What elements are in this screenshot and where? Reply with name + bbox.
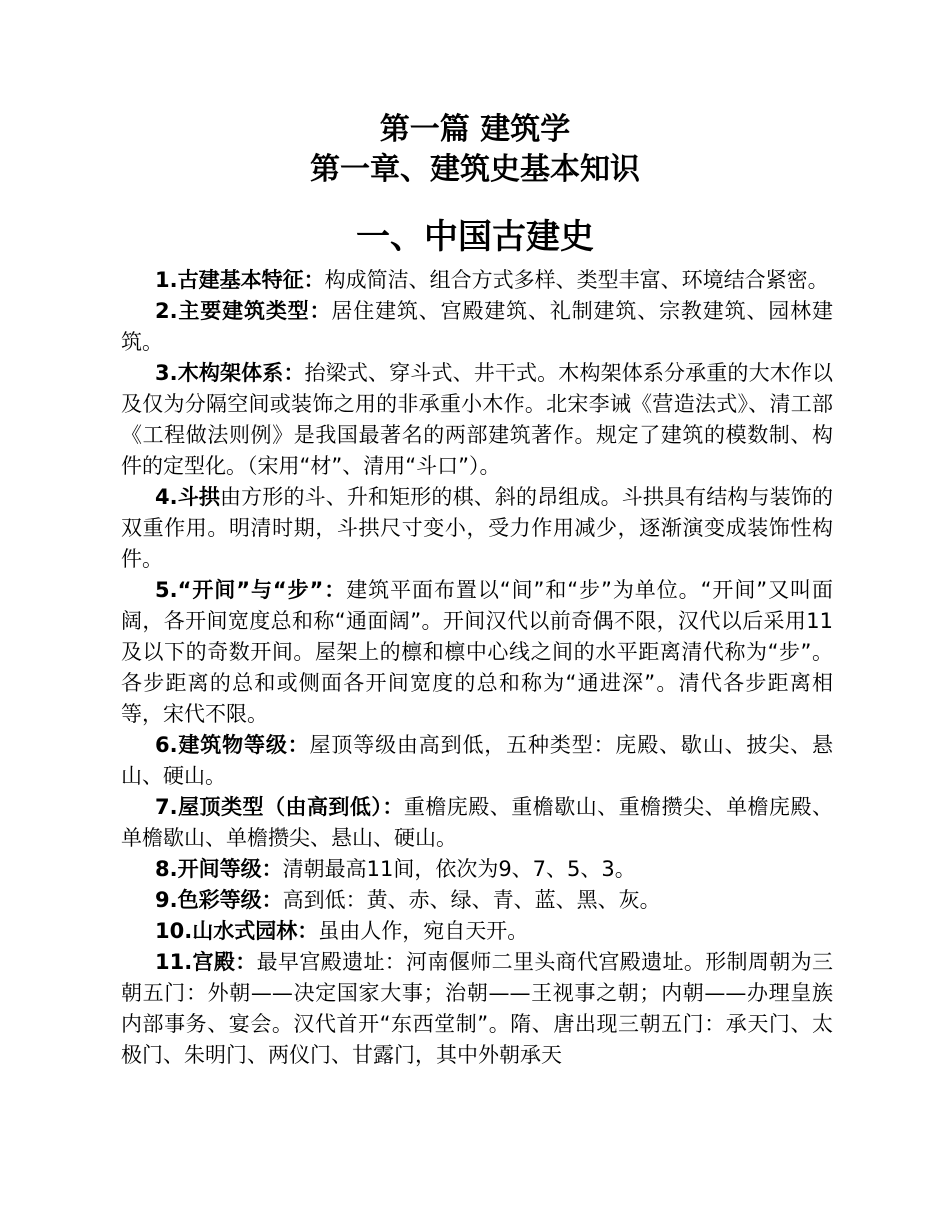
paragraph-text: 抬梁式、穿斗式、井干式。木构架体系分承重的大木作以及仅为分隔空间或装饰之用的非承重小木作。北宋李诫《营造法式》、清工部《工程做法则例》是我国最著名的两部建筑著作。规定了建筑的模数制、构件的定型化。（宋用“材”、清用“斗口”）。 (121, 361, 834, 478)
part-title: 第一篇 建筑学 (379, 112, 571, 147)
chapter-title: 第一章、建筑史基本知识 (310, 152, 640, 187)
paragraph-2 (121, 296, 833, 358)
paragraph-text: 构成简洁、组合方式多样、类型丰富、环境结合紧密。 (324, 268, 829, 292)
paragraph-label: 9.色彩等级： (155, 888, 283, 912)
document-body (121, 265, 833, 1071)
paragraph-label: 5.“开间”与“步”： (155, 578, 347, 602)
paragraph-label: 10.山水式园林： (155, 919, 319, 943)
paragraph-5 (121, 575, 833, 730)
paragraph-text: 屋顶等级由高到低，五种类型：庑殿、歇山、披尖、悬山、硬山。 (121, 733, 834, 788)
paragraph-7 (121, 792, 833, 854)
paragraph-text: 重檐庑殿、重檐歇山、重檐攒尖、单檐庑殿、单檐歇山、单檐攒尖、悬山、硬山。 (121, 795, 833, 850)
paragraph-text: 由方形的斗、升和矩形的棋、斜的昂组成。斗拱具有结构与装饰的双重作用。明清时期，斗拱尺寸变小，受力作用减少，逐渐演变成装饰性构件。 (121, 485, 833, 571)
paragraph-label: 4.斗拱 (155, 485, 221, 509)
paragraph-10 (121, 916, 833, 947)
paragraph-4 (121, 482, 833, 575)
paragraph-text: 最早宫殿遗址：河南偃师二里头商代宫殿遗址。形制周朝为三朝五门：外朝——决定国家大事；治朝——王视事之朝；内朝——办理皇族内部事务、宴会。汉代首开“东西堂制”。隋、唐出现三朝五门：承天门、太极门、朱明门、两仪门、甘露门，其中外朝承天 (121, 950, 833, 1067)
paragraph-9 (121, 885, 833, 916)
paragraph-label: 3.木构架体系： (155, 361, 305, 385)
section-title: 一、中国古建史 (356, 217, 594, 257)
paragraph-text: 高到低：黄、赤、绿、青、蓝、黑、灰。 (282, 888, 661, 912)
paragraph-text: 建筑平面布置以“间”和“步”为单位。“开间”又叫面阔，各开间宽度总和称“通面阔”。开间汉代以前奇偶不限，汉代以后采用11及以下的奇数开间。屋架上的檩和檩中心线之间的水平距离清代称为“步”。各步距离的总和或侧面各开间宽度的总和称为“通进深”。清代各步距离相等，宋代不限。 (121, 578, 833, 726)
paragraph-label: 6.建筑物等级： (155, 733, 310, 757)
paragraph-text: 清朝最高11间，依次为9、7、5、3。 (282, 857, 636, 881)
paragraph-3 (121, 358, 833, 482)
paragraph-11 (121, 947, 833, 1071)
paragraph-label: 1.古建基本特征： (155, 268, 325, 292)
paragraph-label: 2.主要建筑类型： (155, 299, 332, 323)
paragraph-text: 虽由人作，宛自天开。 (318, 919, 529, 943)
paragraph-8 (121, 854, 833, 885)
paragraph-text: 居住建筑、宫殿建筑、礼制建筑、宗教建筑、园林建筑。 (121, 299, 834, 354)
paragraph-label: 11.宫殿： (155, 950, 257, 974)
paragraph-label: 7.屋顶类型（由高到低）： (155, 795, 404, 819)
paragraph-label: 8.开间等级： (155, 857, 283, 881)
paragraph-6 (121, 730, 833, 792)
paragraph-1 (121, 265, 833, 296)
